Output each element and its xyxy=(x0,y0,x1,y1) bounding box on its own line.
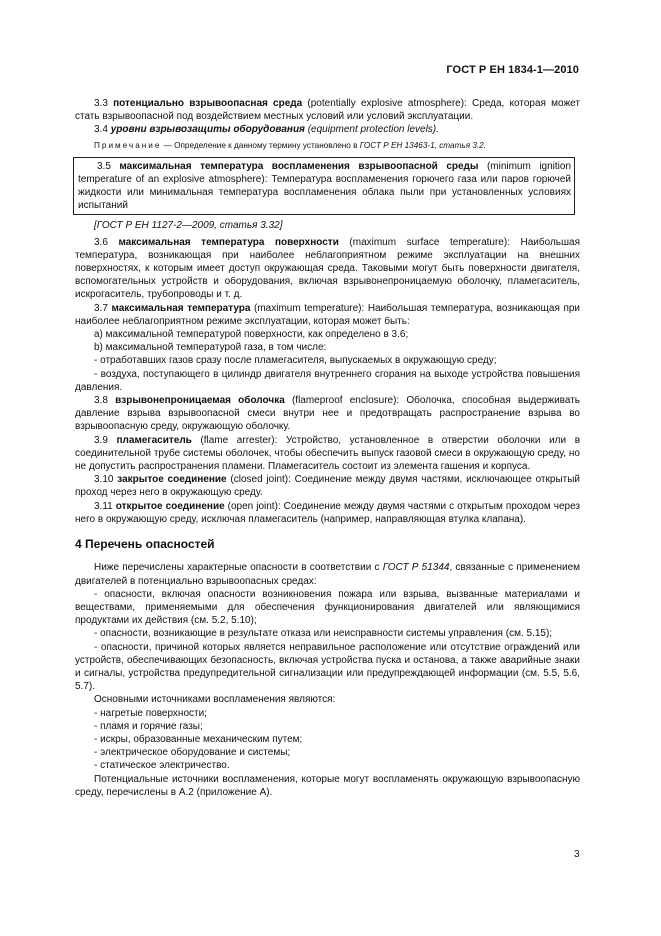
closing-paragraph: Потенциальные источники воспламенения, которые могут воспламенять окружающую взрывоопасную среду, перечислены в А.2 (приложение А). xyxy=(75,773,580,798)
term-bold: пламегаситель xyxy=(116,434,192,446)
source-item: - электрическое оборудование и системы; xyxy=(94,747,291,759)
clause-text: (equipment protection levels). xyxy=(304,124,439,136)
standard-reference: ГОСТ Р 51344 xyxy=(382,562,450,574)
list-item: - воздуха, поступающего в цилиндр двигателя внутреннего сгорания на выходе устройства повышения давления. xyxy=(75,368,580,393)
term-bold: максимальная температура xyxy=(111,302,251,314)
section-intro xyxy=(75,561,580,587)
term-bold: максимальная температура поверхности xyxy=(118,236,339,248)
clause-text: (open joint): Соединение между двумя частями с открытым проходом через него в окружающую среду, исключая пламегаситель (например, направляющая втулка клапана). xyxy=(75,500,580,525)
clause-text: (closed joint): Соединение между двумя частями, исключающее открытый проход через него в окружающую среду. xyxy=(75,474,580,499)
source-item: - пламя и горячие газы; xyxy=(94,720,203,732)
source-reference: [ГОСТ Р ЕН 1127-2—2009, статья 3.32] xyxy=(94,220,283,232)
term-bold: потенциально взрывоопасная среда xyxy=(113,98,303,109)
clause-3-11 xyxy=(75,500,580,526)
source-item: - статическое электричество. xyxy=(94,760,230,772)
clause-number: 3.10 xyxy=(94,474,114,486)
source-item: - искры, образованные механическим путем; xyxy=(94,733,303,745)
clause-3-4 xyxy=(75,123,580,136)
term-bold: открытое соединение xyxy=(115,500,225,512)
clause-number: 3.8 xyxy=(94,395,108,407)
hazard-item: - опасности, возникающие в результате отказа или неисправности системы управления (см. 5.15); xyxy=(94,628,553,640)
clause-3-8 xyxy=(75,394,580,434)
clause-number: 3.6 xyxy=(94,236,108,248)
clause-number: 3.11 xyxy=(94,500,113,512)
clause-3-7 xyxy=(75,302,580,328)
clause-3-10 xyxy=(75,473,580,499)
clause-3-3 xyxy=(75,97,580,123)
clause-text: (flameproof enclosure): Оболочка, способная выдерживать давление взрыва взрывоопасной смеси внутри нее и предотвращать распространение взрыва во взрывоопасную среду, окружающую оболочку. xyxy=(75,395,581,433)
clause-number: 3.5 xyxy=(97,160,111,172)
clause-3-6 xyxy=(75,236,580,302)
section-heading: 4 Перечень опасностей xyxy=(75,537,215,552)
clause-text: (maximum surface temperature): Наибольшая температура, возникающая при наиболее неблагоприятном режиме эксплуатации на внешних поверхностях, к которым имеет доступ окружающая среда. Таковыми могут быть поверхности двигателя, вспомогательных устройств и оборудования, включая взрывонепроницаемую оболочку, пламегаситель, искрогаситель, трубопроводы и т. д. xyxy=(75,236,581,301)
boxed-definition-3-5 xyxy=(73,157,575,216)
document-body xyxy=(75,97,580,799)
clause-number: 3.7 xyxy=(94,302,108,314)
term-bold: закрытое соединение xyxy=(117,474,227,486)
clause-3-9 xyxy=(75,434,580,474)
page-number: 3 xyxy=(574,849,580,860)
note-text: — Определение к данному термину установлено в xyxy=(161,140,360,150)
clause-number: 3.4 xyxy=(94,124,108,136)
hazard-item: - опасности, включая опасности возникновения пожара или взрыва, вызванные материалами и веществами, применяемыми для обеспечения функционирования двигателей или являющимися продуктами их действия (см. 5.2, 5.10); xyxy=(75,588,580,627)
list-item: a) максимальной температурой поверхности, как определено в 3.6; xyxy=(94,329,409,341)
term-bold: максимальная температура воспламенения взрывоопасной среды xyxy=(119,160,479,172)
source-item: - нагретые поверхности; xyxy=(94,707,207,719)
note-reference: ГОСТ Р ЕН 13463-1, статья 3.2. xyxy=(359,140,487,150)
intro-text: Ниже перечислены характерные опасности в соответствии с xyxy=(94,562,383,574)
clause-3-5 xyxy=(78,160,571,213)
clause-number: 3.3 xyxy=(94,98,108,109)
list-item: b) максимальной температурой газа, в том числе: xyxy=(94,342,327,354)
clause-text: (maximum temperature): Наибольшая температура, возникающая при наиболее неблагоприятном режиме эксплуатации, которая может быть: xyxy=(75,302,581,327)
document-id-header: ГОСТ Р ЕН 1834-1—2010 xyxy=(446,64,579,76)
note xyxy=(75,140,580,152)
list-item: - отработавших газов сразу после пламегасителя, выпускаемых в окружающую среду; xyxy=(94,355,497,367)
clause-text: (minimum ignition temperature of an explosive atmosphere): Температура воспламенения горючего газа или паров горючей жидкости или минимальная температура воспламенения облака пыли при установленных условиях испытаний xyxy=(78,160,572,212)
note-label: Примечание xyxy=(94,140,162,150)
intro-text: , связанные с применением двигателей в потенциально взрывоопасных средах: xyxy=(75,562,581,587)
clause-text: (potentially explosive atmosphere): Среда, которая может стать взрывоопасной под воздействием местных условий или условий эксплуатации. xyxy=(75,98,580,123)
term-bold: уровни взрывозащиты оборудования xyxy=(110,124,305,136)
term-bold: взрывонепроницаемая оболочка xyxy=(115,395,285,407)
clause-number: 3.9 xyxy=(94,434,108,446)
hazard-item: - опасности, причиной которых является неправильное расположение или отсутствие ограждений или устройств, обеспечивающих безопасность, включая устройства пуска и останова, а также аварийные знаки и сигналы, устройства предупредительной сигнализации или предупреждающей информации (см. 5.5, 5.6, 5.7). xyxy=(75,641,580,693)
sources-intro: Основными источниками воспламенения являются: xyxy=(94,694,336,706)
clause-text: (flame arrester): Устройство, установленное в отверстии оболочки или в соединительной трубе системы оболочек, чтобы обеспечить выпуск газовой смеси в окружающую среду, но не допустить распространения пламени. Пламегаситель состоит из элемента гашения и корпуса. xyxy=(75,434,581,473)
